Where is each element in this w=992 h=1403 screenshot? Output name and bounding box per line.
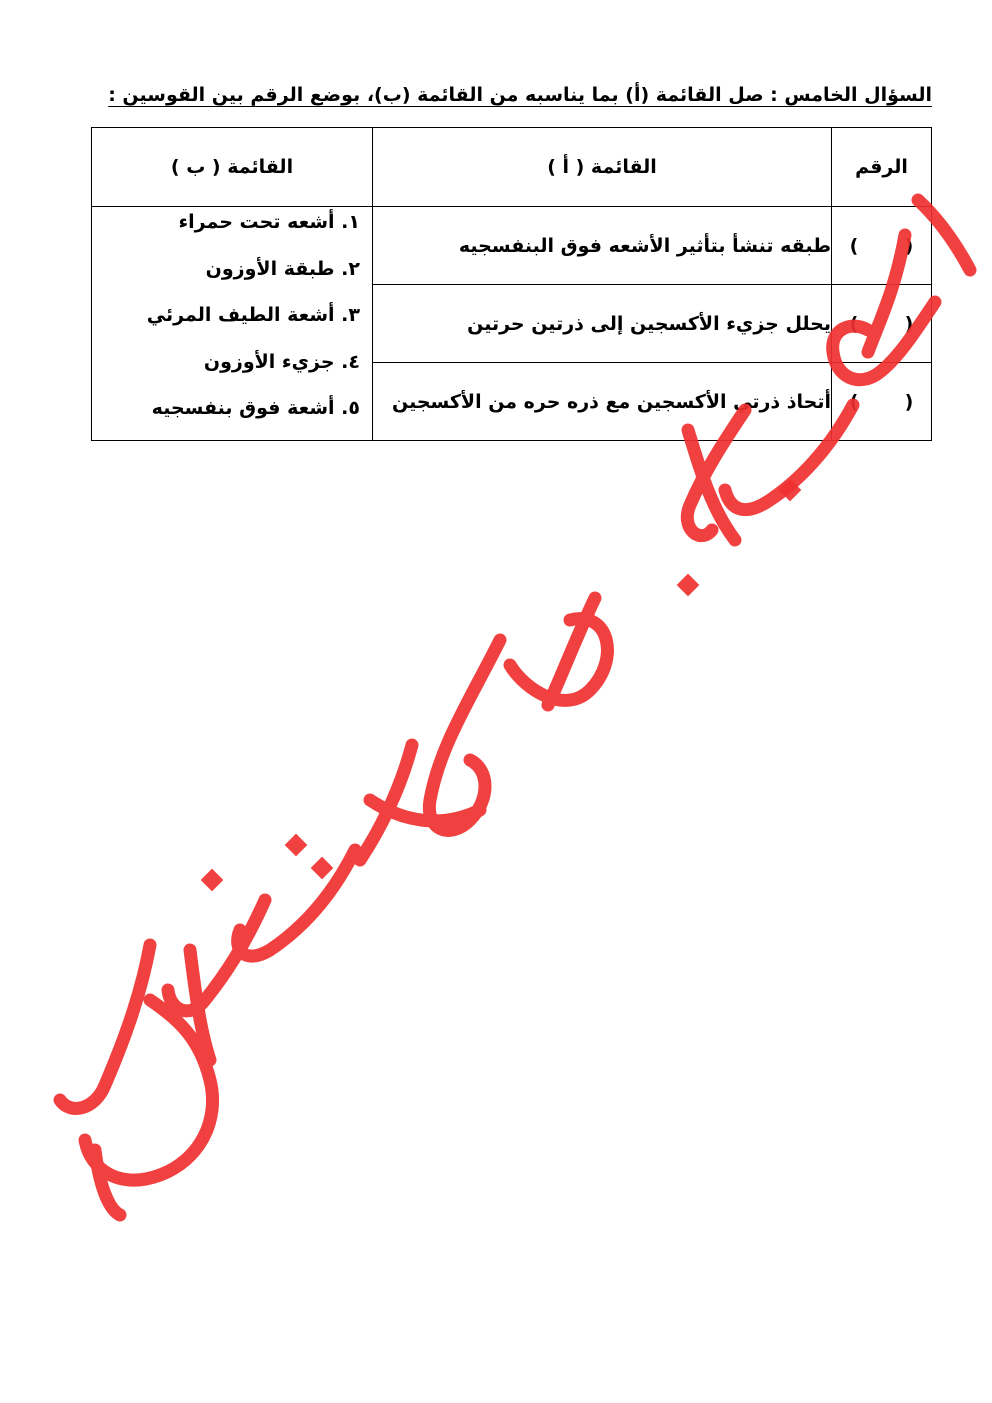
- header-list-a: القائمة ( أ ): [373, 128, 832, 207]
- watermark-dots: [201, 479, 802, 892]
- list-b-item: ٢. طبقة الأوزون: [205, 257, 360, 280]
- watermark-dot: [677, 574, 700, 597]
- header-row: [92, 128, 932, 207]
- watermark-dot: [285, 834, 308, 857]
- list-b-item: ٥. أشعة فوق بنفسجيه: [151, 397, 360, 419]
- list-b-item: ١. أشعه تحت حمراء: [178, 211, 360, 233]
- list-b-item: ٤. جزيء الأوزون: [203, 350, 360, 373]
- list-b-cell: [92, 207, 373, 441]
- list-a-item: يحلل جزيء الأكسجين إلى ذرتين حرتين: [373, 285, 832, 363]
- list-a-item: أتحاذ ذرتي الأكسجين مع ذره حره من الأكسجين: [373, 363, 832, 441]
- list-b-item: ٣. أشعة الطيف المرئي: [146, 304, 360, 326]
- table-row: [92, 207, 932, 285]
- header-list-b: القائمة ( ب ): [92, 128, 373, 207]
- watermark-dot: [311, 857, 334, 880]
- answer-blank[interactable]: ( ): [832, 363, 932, 441]
- matching-table: [91, 127, 932, 441]
- watermark-dot: [201, 869, 224, 892]
- question-title: السؤال الخامس : صل القائمة (أ) بما يناسبه من القائمة (ب)، بوضع الرقم بين القوسين :: [108, 84, 932, 106]
- watermark-dot: [779, 479, 802, 502]
- list-b: [92, 207, 372, 440]
- answer-blank[interactable]: ( ): [832, 207, 932, 285]
- answer-blank[interactable]: ( ): [832, 285, 932, 363]
- list-a-item: طبقه تنشأ بتأثير الأشعه فوق البنفسجيه: [373, 207, 832, 285]
- header-number: الرقم: [832, 128, 932, 207]
